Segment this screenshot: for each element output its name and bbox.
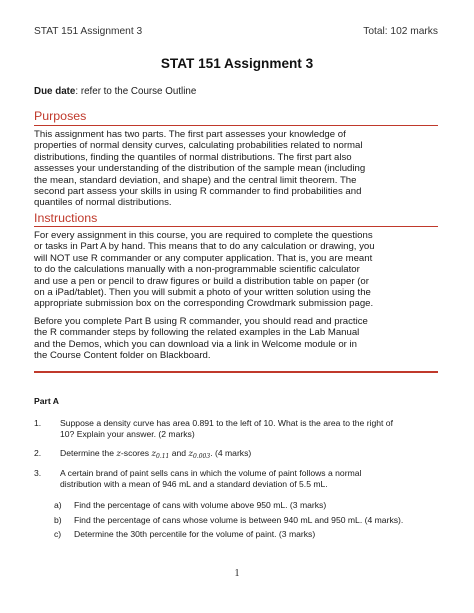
- purposes-paragraph: [34, 129, 442, 209]
- instructions-line: appropriate submission box on the corresponding Crowdmark submission page.: [34, 298, 374, 310]
- page-title: STAT 151 Assignment 3: [160, 56, 314, 71]
- question-line: 10? Explain your answer. (2 marks): [60, 429, 195, 440]
- question-1: [34, 418, 438, 442]
- instructions-heading: Instructions: [34, 211, 98, 225]
- instructions-line: on a iPad/tablet). Then you will submit a photo of your written solution using the: [34, 287, 371, 299]
- subquestion-line: Find the percentage of cans with volume above 950 mL. (3 marks): [74, 500, 327, 510]
- purposes-line: quantiles of normal distributions.: [34, 197, 172, 209]
- running-header-right: Total: 102 marks: [363, 26, 438, 37]
- purposes-line: properties of normal density curves, calculating probabilities related to normal: [34, 140, 363, 152]
- part-a-title: Part A: [34, 396, 59, 406]
- purposes-heading: Purposes: [34, 109, 87, 123]
- subquestion-line: Find the percentage of cans whose volume is between 940 mL and 950 mL. (4 marks).: [74, 515, 404, 525]
- subquestion-text: [74, 500, 326, 511]
- math-variable: z: [151, 449, 156, 459]
- question-3c: [34, 529, 444, 543]
- section-divider: [34, 371, 438, 373]
- instructions-line: or tasks in Part A by hand. This means that to do any calculation or drawing, you: [34, 241, 375, 253]
- question-3: [34, 468, 438, 492]
- purposes-line: the mean, standard deviation, and shape) and the central limit theorem. The: [34, 174, 357, 186]
- purposes-line: distributions, finding the quantiles of normal distributions. The first part also: [34, 151, 352, 163]
- question-text: [60, 418, 393, 440]
- question-text-fragment: Determine the: [60, 448, 117, 458]
- instructions-line: and the Demos, which you can download via a link in Welcome module or in: [34, 338, 357, 350]
- instructions-line: For every assignment in this course, you are required to complete the questions: [34, 230, 373, 241]
- math-subscript: 0.003: [193, 453, 211, 460]
- question-2: [34, 448, 438, 462]
- math-variable: z: [188, 449, 194, 459]
- question-line: Suppose a density curve has area 0.891 to the left of 10. What is the area to the right of: [60, 418, 393, 428]
- purposes-line: assesses your understanding of the distribution of the sample mean (including: [34, 163, 366, 175]
- purposes-line: second part assess your skills in using R commander to find probabilities and: [34, 186, 362, 198]
- instructions-line: will NOT use R commander or any computer application. That is, you are meant: [34, 252, 373, 264]
- question-3a: [34, 500, 444, 514]
- question-line: A certain brand of paint sells cans in which the volume of paint follows a normal: [60, 468, 362, 478]
- page-number: 1: [234, 568, 240, 579]
- question-line: distribution with a mean of 946 mL and a standard deviation of 5.5 mL.: [60, 479, 328, 490]
- due-date-label: Due date: [34, 86, 76, 97]
- subquestion-text: [74, 515, 403, 526]
- question-number: 3.: [34, 468, 42, 478]
- due-date-line: [34, 86, 196, 97]
- instructions-line: to do the calculations manually with a non-programmable scientific calculator: [34, 264, 360, 276]
- running-header-left: STAT 151 Assignment 3: [34, 26, 143, 37]
- question-text-fragment: . (4 marks): [210, 448, 252, 458]
- question-text: [60, 468, 361, 490]
- purposes-rule: [34, 125, 438, 126]
- math-variable: z: [116, 449, 121, 459]
- subquestion-label: a): [54, 500, 62, 510]
- subquestion-text: [74, 529, 315, 540]
- question-text-fragment: -scores: [120, 448, 152, 458]
- subquestion-label: b): [54, 515, 62, 525]
- instructions-rule: [34, 226, 438, 227]
- subquestion-label: c): [54, 529, 62, 539]
- question-3b: [34, 515, 444, 529]
- question-number: 2.: [34, 448, 42, 458]
- due-date-text: : refer to the Course Outline: [75, 86, 197, 97]
- instructions-paragraph-1: [34, 230, 442, 310]
- question-text: [60, 448, 251, 462]
- question-text-fragment: and: [169, 448, 189, 458]
- instructions-line: and use a pen or pencil to draw figures or build a distribution table on paper (or: [34, 275, 369, 287]
- instructions-line: the R commander steps by following the related examples in the Lab Manual: [34, 327, 360, 339]
- instructions-line: the Course Content folder on Blackboard.: [34, 350, 211, 362]
- subquestion-line: Determine the 30th percentile for the volume of paint. (3 marks): [74, 529, 316, 539]
- question-number: 1.: [34, 418, 42, 428]
- instructions-line: Before you complete Part B using R commander, you should read and practice: [34, 316, 368, 327]
- purposes-line: This assignment has two parts. The first part assesses your knowledge of: [34, 129, 346, 140]
- math-subscript: 0.11: [156, 453, 170, 460]
- instructions-paragraph-2: [34, 316, 442, 362]
